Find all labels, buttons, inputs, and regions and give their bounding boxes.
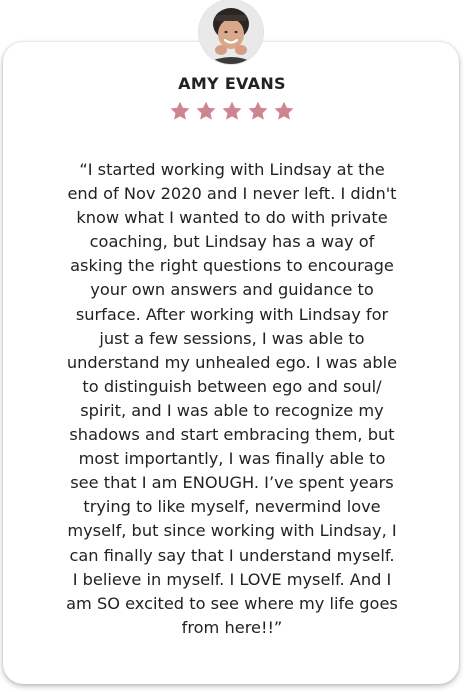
star-icon xyxy=(273,100,295,122)
testimonial-quote: “I started working with Lindsay at the end of Nov 2020 and I never left. I didn't know what I wanted to do with private coaching, but Lindsay has a way of asking the right questions to encourage your own answers and guidance to surface. After working with Lindsay for just a few sessions, I was able to understand my unhealed ego. I was able to distinguish between ego and soul/ spirit, and I was able to recognize my shadows and start embracing them, but most importantly, I was finally able to see that I am ENOUGH. I’ve spent years trying to like myself, nevermind love myself, but since working with Lindsay, I can finally say that I understand myself. I believe in myself. I LOVE myself. And I am SO excited to see where my life goes from here!!” xyxy=(66,160,398,637)
profile-photo-icon xyxy=(199,0,263,64)
avatar xyxy=(199,0,263,64)
star-icon xyxy=(221,100,243,122)
rating-stars xyxy=(0,100,464,122)
star-icon xyxy=(247,100,269,122)
star-icon xyxy=(195,100,217,122)
star-icon xyxy=(169,100,191,122)
reviewer-name: AMY EVANS xyxy=(178,74,286,93)
